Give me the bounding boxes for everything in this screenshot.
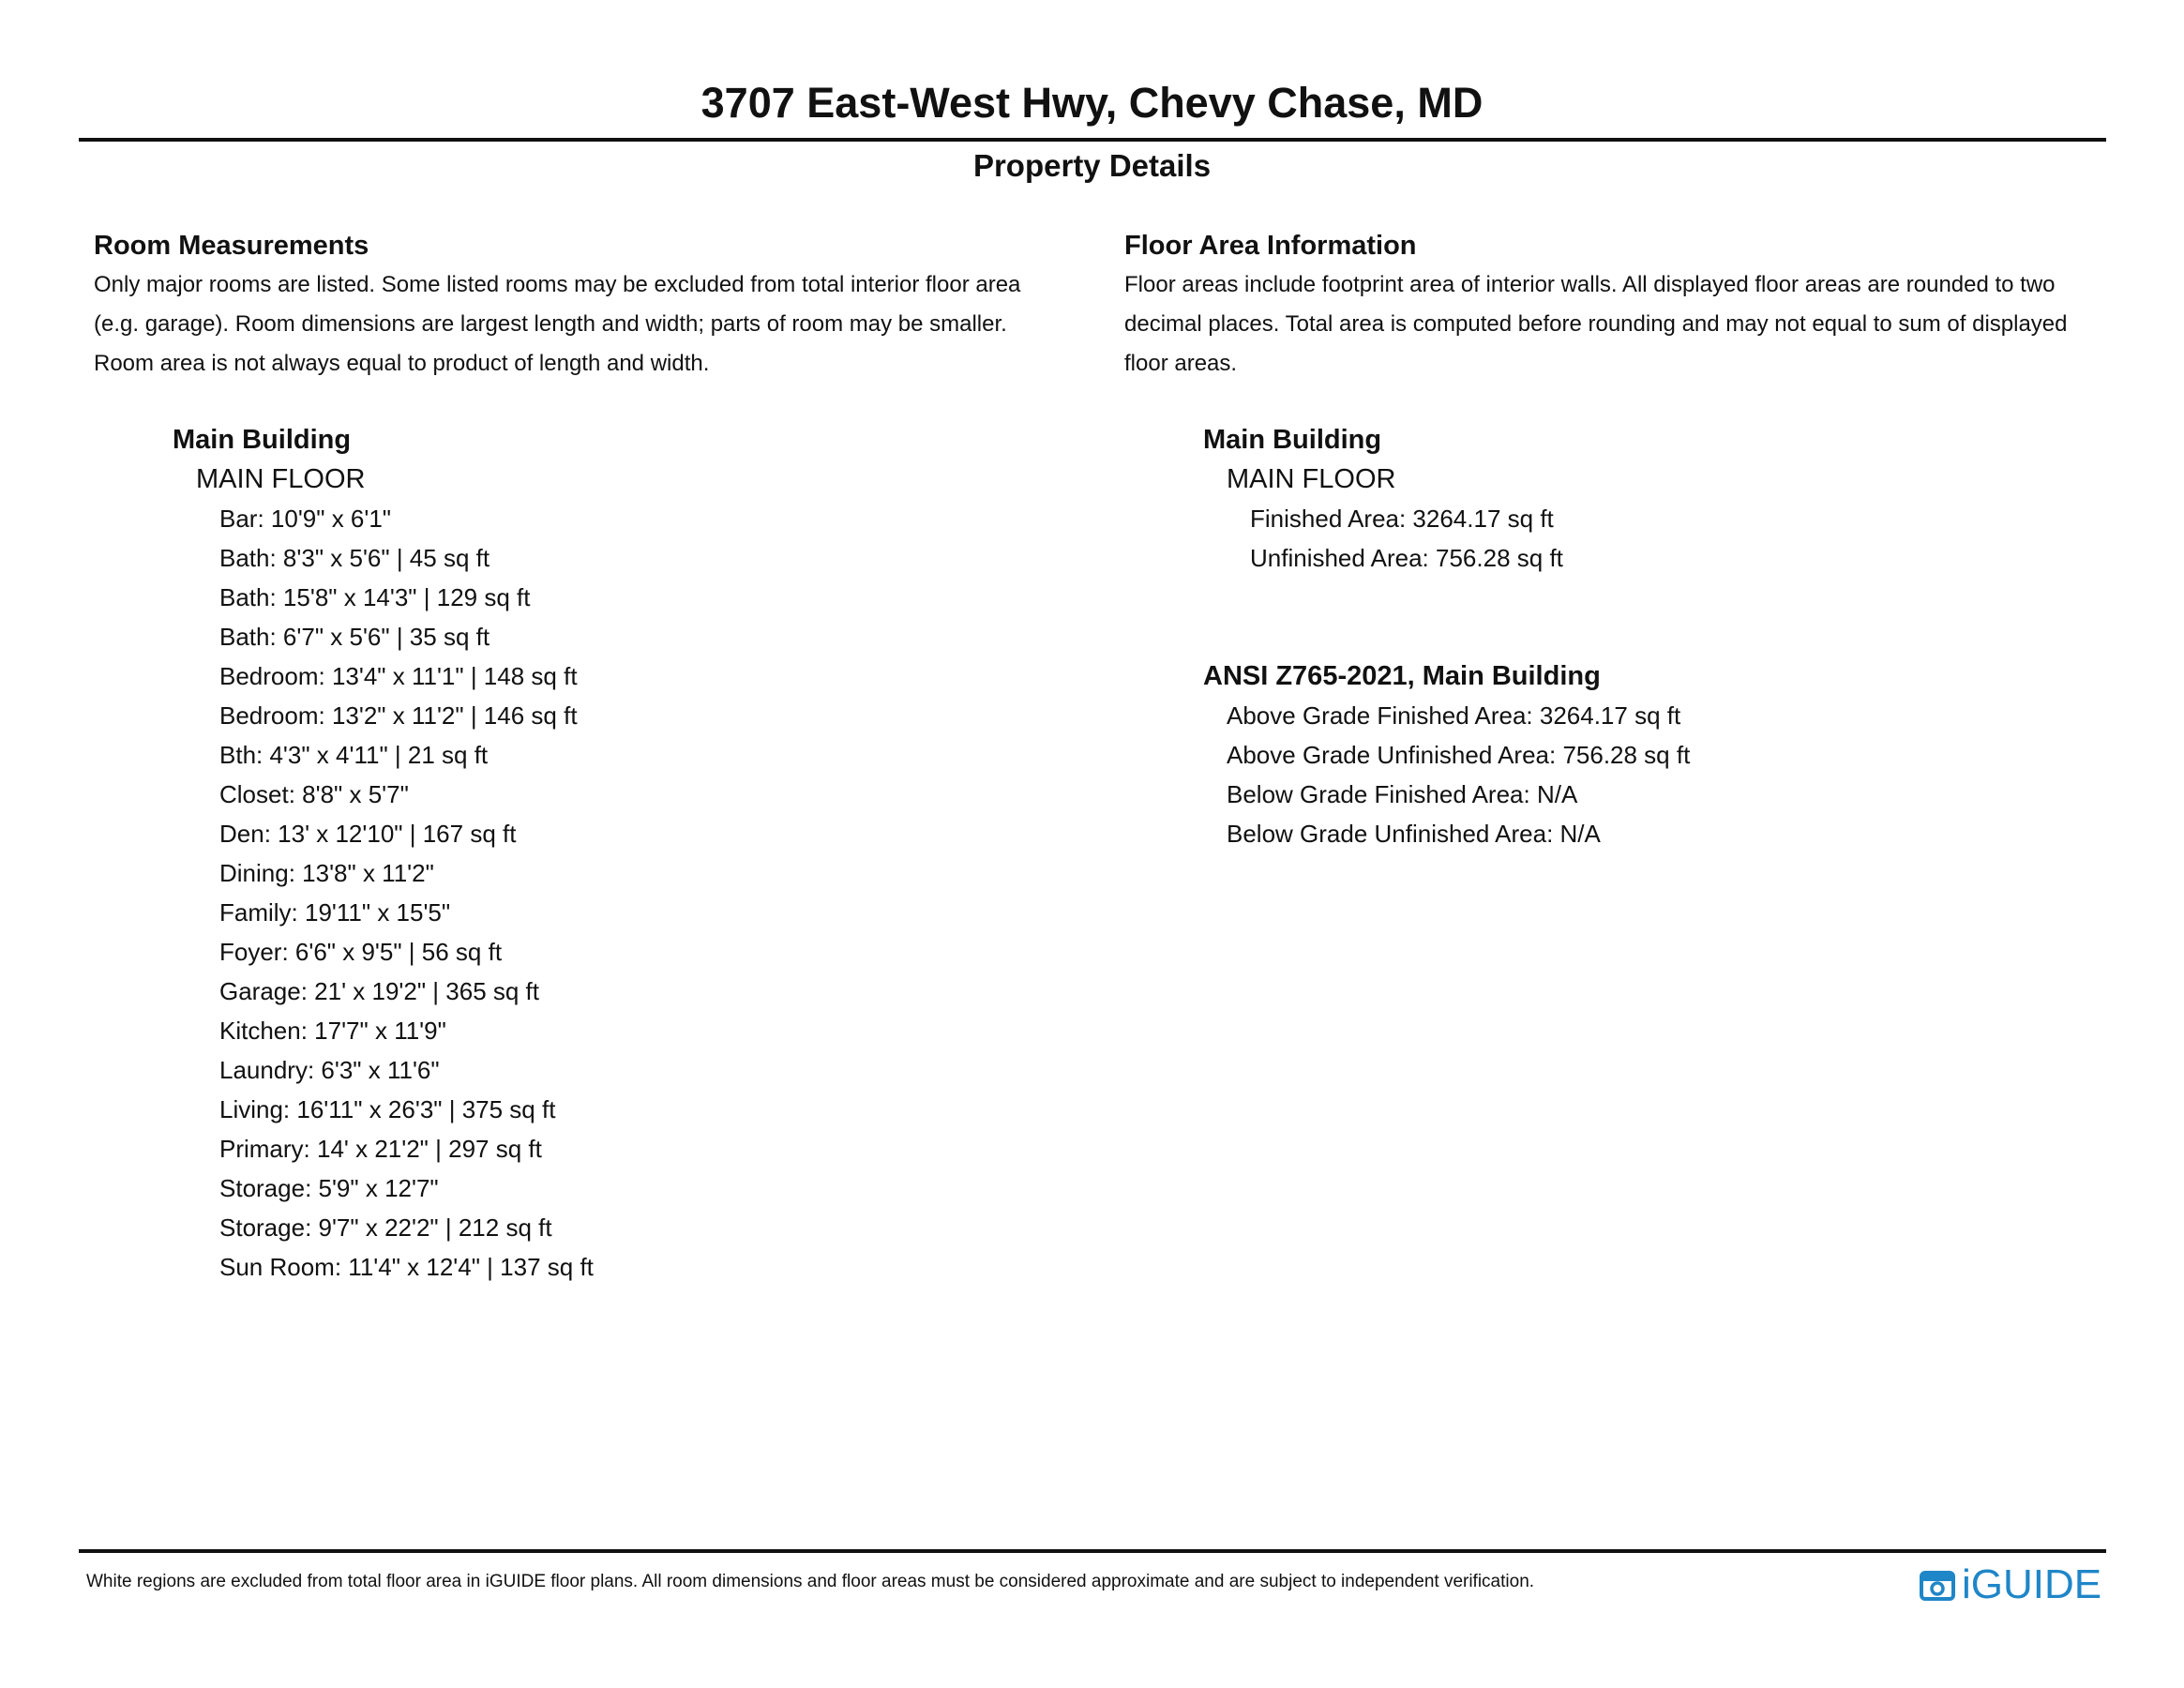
room-item: Den: 13' x 12'10" | 167 sq ft <box>219 820 517 848</box>
description-line: Room area is not always equal to product of length and width. <box>94 351 710 376</box>
room-measurements-heading: Room Measurements <box>94 231 369 261</box>
room-item: Dining: 13'8" x 11'2" <box>219 859 434 887</box>
ansi-item: Below Grade Unfinished Area: N/A <box>1227 820 1601 848</box>
room-item: Sun Room: 11'4" x 12'4" | 137 sq ft <box>219 1253 594 1281</box>
room-item: Bedroom: 13'4" x 11'1" | 148 sq ft <box>219 662 578 690</box>
room-item: Bath: 6'7" x 5'6" | 35 sq ft <box>219 623 490 651</box>
area-building-block <box>1203 420 1563 578</box>
header-divider <box>79 138 2106 142</box>
ansi-item: Below Grade Finished Area: N/A <box>1227 780 1578 808</box>
footer-disclaimer: White regions are excluded from total floor area in iGUIDE floor plans. All room dimensions and floor areas must be considered approximate and are subject to independent verification. <box>86 1572 1535 1591</box>
room-item: Bar: 10'9" x 6'1" <box>219 505 392 533</box>
floor-name: MAIN FLOOR <box>1227 464 1396 494</box>
finished-area: Finished Area: 3264.17 sq ft <box>1250 505 1554 533</box>
room-measurements-description <box>94 265 1088 384</box>
page-subtitle: Property Details <box>972 148 1212 183</box>
unfinished-area: Unfinished Area: 756.28 sq ft <box>1250 544 1563 572</box>
building-name: Main Building <box>173 425 352 455</box>
ansi-block <box>1203 656 1690 853</box>
description-line: Only major rooms are listed. Some listed rooms may be excluded from total interior floor area <box>94 272 1021 297</box>
room-item: Laundry: 6'3" x 11'6" <box>219 1056 440 1084</box>
room-building-block <box>173 420 594 1287</box>
room-item: Bath: 15'8" x 14'3" | 129 sq ft <box>219 583 531 611</box>
ansi-item: Above Grade Finished Area: 3264.17 sq ft <box>1227 701 1681 730</box>
ansi-item: Above Grade Unfinished Area: 756.28 sq ft <box>1227 741 1691 769</box>
room-item: Closet: 8'8" x 5'7" <box>219 780 409 808</box>
iguide-logo <box>1919 1562 2101 1607</box>
ansi-list <box>1203 696 1690 853</box>
room-item: Kitchen: 17'7" x 11'9" <box>219 1017 446 1045</box>
description-line: floor areas. <box>1124 351 1238 376</box>
description-line: decimal places. Total area is computed before rounding and may not equal to sum of displayed <box>1124 311 2068 337</box>
room-list <box>173 499 594 1287</box>
room-item: Bth: 4'3" x 4'11" | 21 sq ft <box>219 741 489 769</box>
floor-name: MAIN FLOOR <box>196 464 366 494</box>
page-title: 3707 East-West Hwy, Chevy Chase, MD <box>700 79 1484 127</box>
description-line: (e.g. garage). Room dimensions are largest length and width; parts of room may be smaller. <box>94 311 1007 337</box>
room-item: Living: 16'11" x 26'3" | 375 sq ft <box>219 1095 556 1123</box>
room-item: Storage: 5'9" x 12'7" <box>219 1174 439 1202</box>
room-item: Family: 19'11" x 15'5" <box>219 898 451 927</box>
room-item: Bath: 8'3" x 5'6" | 45 sq ft <box>219 544 490 572</box>
room-item: Bedroom: 13'2" x 11'2" | 146 sq ft <box>219 701 578 730</box>
room-item: Foyer: 6'6" x 9'5" | 56 sq ft <box>219 938 503 966</box>
footer-divider <box>79 1549 2106 1553</box>
ansi-heading: ANSI Z765-2021, Main Building <box>1203 661 1601 691</box>
building-name: Main Building <box>1203 425 1382 455</box>
description-line: Floor areas include footprint area of interior walls. All displayed floor areas are rounded to two <box>1124 272 2056 297</box>
floor-area-section <box>1124 228 2137 848</box>
floor-area-heading: Floor Area Information <box>1124 231 1417 261</box>
room-item: Garage: 21' x 19'2" | 365 sq ft <box>219 977 540 1005</box>
room-item: Primary: 14' x 21'2" | 297 sq ft <box>219 1135 542 1163</box>
logo-text: iGUIDE <box>1962 1561 2102 1607</box>
room-measurements-section <box>94 228 1088 1281</box>
floor-area-description <box>1124 265 2137 384</box>
camera-icon <box>1919 1566 1956 1604</box>
room-item: Storage: 9'7" x 22'2" | 212 sq ft <box>219 1213 552 1242</box>
